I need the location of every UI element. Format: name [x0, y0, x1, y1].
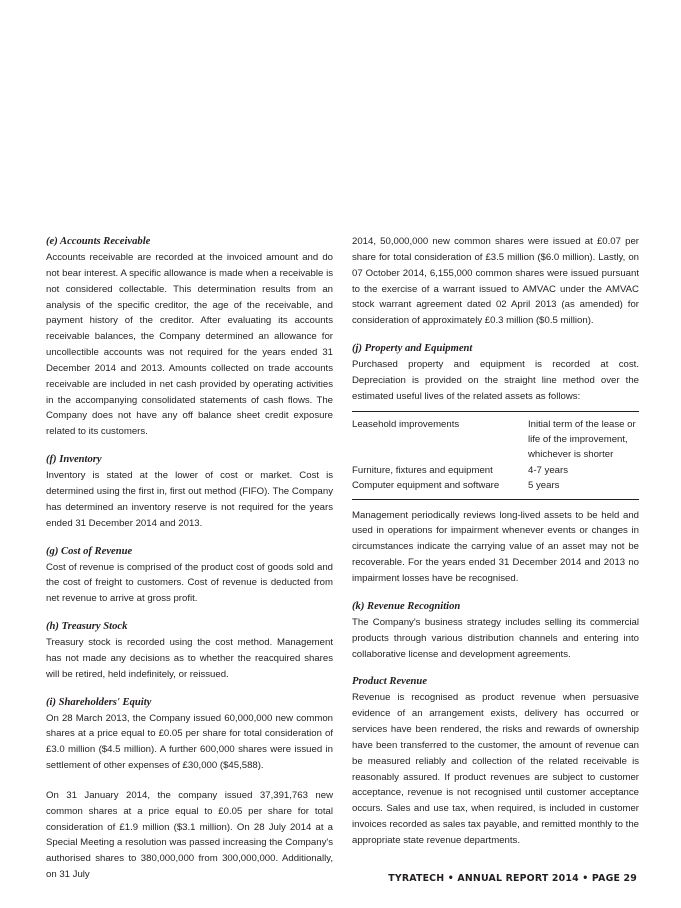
paragraph-shareholders-equity-1: On 28 March 2013, the Company issued 60,000,000 new common shares at a price equal to £0.05 per share for total consideration of £3.0 million ($4.5 million). A further 600,000 shares were issued in settlement of other expenses of £30,000 ($45,588). [46, 712, 333, 772]
right-column [352, 234, 639, 861]
useful-lives-table [352, 411, 639, 500]
useful-life: 4-7 years [528, 464, 568, 476]
heading-treasury-stock: (h) Treasury Stock [46, 621, 128, 633]
table-row [352, 463, 639, 478]
heading-accounts-receivable: (e) Accounts Receivable [46, 236, 151, 247]
asset-category: Computer equipment and software [352, 480, 500, 492]
paragraph-cost-of-revenue: Cost of revenue is comprised of the product cost of goods sold and the cost of freight to customers. Cost of revenue is deducted from net revenue to arrive at gross profit. [46, 561, 333, 605]
section-cost-of-revenue [46, 544, 333, 608]
paragraph-property-equipment: Purchased property and equipment is recorded at cost. Depreciation is provided on the straight line method over the estimated useful lives of the related assets as follows: [352, 359, 639, 402]
table-row [352, 478, 639, 493]
table-row [352, 417, 639, 463]
section-inventory [46, 452, 333, 531]
section-treasury-stock [46, 619, 333, 683]
section-accounts-receivable [46, 234, 333, 440]
heading-revenue-recognition: (k) Revenue Recognition [352, 600, 461, 612]
heading-product-revenue: Product Revenue [352, 676, 428, 688]
useful-life: 5 years [528, 480, 560, 492]
section-property-equipment [352, 341, 639, 587]
paragraph-inventory: Inventory is stated at the lower of cost or market. Cost is determined using the first in, first out method (FIFO). The Company has determined an inventory reserve is not required for the years ended 31 December 2014 and 2013. [46, 470, 333, 529]
heading-cost-of-revenue: (g) Cost of Revenue [46, 545, 133, 557]
left-column [46, 234, 333, 895]
paragraph-treasury-stock: Treasury stock is recorded using the cost method. Management has not made any decisions as to whether the reacquired shares will be retired, held indefinitely, or reissued. [46, 637, 333, 680]
heading-inventory: (f) Inventory [46, 454, 102, 466]
useful-life: Initial term of the lease or life of the improvement, whichever is shorter [528, 418, 636, 461]
paragraph-product-revenue: Revenue is recognised as product revenue when persuasive evidence of an arrangement exists, delivery has occurred or services have been rendered, the risks and rewards of ownership have been transferred to the customer, the amount of revenue can be measured reliably and collection of the related receivable is reasonably assured. If product revenues are subject to customer acceptance, revenue is not recognised until customer acceptance occurs. Sales and use tax, when required, is included in customer invoices recorded as sales tax payable, and remitted monthly to the appropriate state revenue departments. [352, 692, 639, 846]
section-shareholders-equity [46, 695, 333, 883]
asset-category: Leasehold improvements [352, 418, 460, 430]
heading-property-equipment: (j) Property and Equipment [352, 343, 473, 355]
asset-category: Furniture, fixtures and equipment [352, 464, 493, 476]
section-revenue-recognition [352, 599, 639, 663]
paragraph-accounts-receivable: Accounts receivable are recorded at the invoiced amount and do not bear interest. A specific allowance is made when a receivable is not considered collectable. This determination results from an analysis of the specific creditor, the age of the receivable, and payment history of the creditor. After evaluating its accounts receivable balances, the Company determined an allowance for uncollectible accounts was not required for the years ended 31 December 2014 and 2013. Amounts collected on trade accounts receivable are included in net cash provided by operating activities in the accompanying consolidated statements of cash flows. The Company does not have any off balance sheet credit exposure related to its customers. [46, 252, 333, 438]
page-footer: TYRATECH • ANNUAL REPORT 2014 • PAGE 29 [388, 873, 637, 884]
paragraph-revenue-recognition: The Company's business strategy includes selling its commercial products through various distribution channels and entering into collaborative license and development agreements. [352, 616, 639, 660]
section-product-revenue [352, 674, 639, 848]
paragraph-shareholders-equity-2: On 31 January 2014, the company issued 37,391,763 new common shares at a price equal to £0.05 per share for total consideration of £1.9 million ($3.1 million). On 28 July 2014 at a Special Meeting a resolution was passed increasing the Company's authorised shares to 380,000,000 from 300,000,000. Additionally, on 31 July [46, 789, 333, 881]
heading-shareholders-equity: (i) Shareholders' Equity [46, 696, 152, 708]
paragraph-shareholders-equity-continued: 2014, 50,000,000 new common shares were issued at £0.07 per share for total consideration of £3.5 million ($6.0 million). Lastly, on 07 October 2014, 6,155,000 common shares were issued pursuant to the exercise of a warrant issued to AMVAC under the AMVAC stock warrant agreement dated 02 April 2013 (as amended) for consideration of approximately £0.3 million ($0.5 million). [352, 236, 639, 327]
paragraph-impairment: Management periodically reviews long-lived assets to be held and used in operations for impairment whenever events or changes in circumstances indicate the carrying value of an asset may not be recoverable. For the years ended 31 December 2014 and 2013 no impairment losses have be recognised. [352, 509, 639, 584]
